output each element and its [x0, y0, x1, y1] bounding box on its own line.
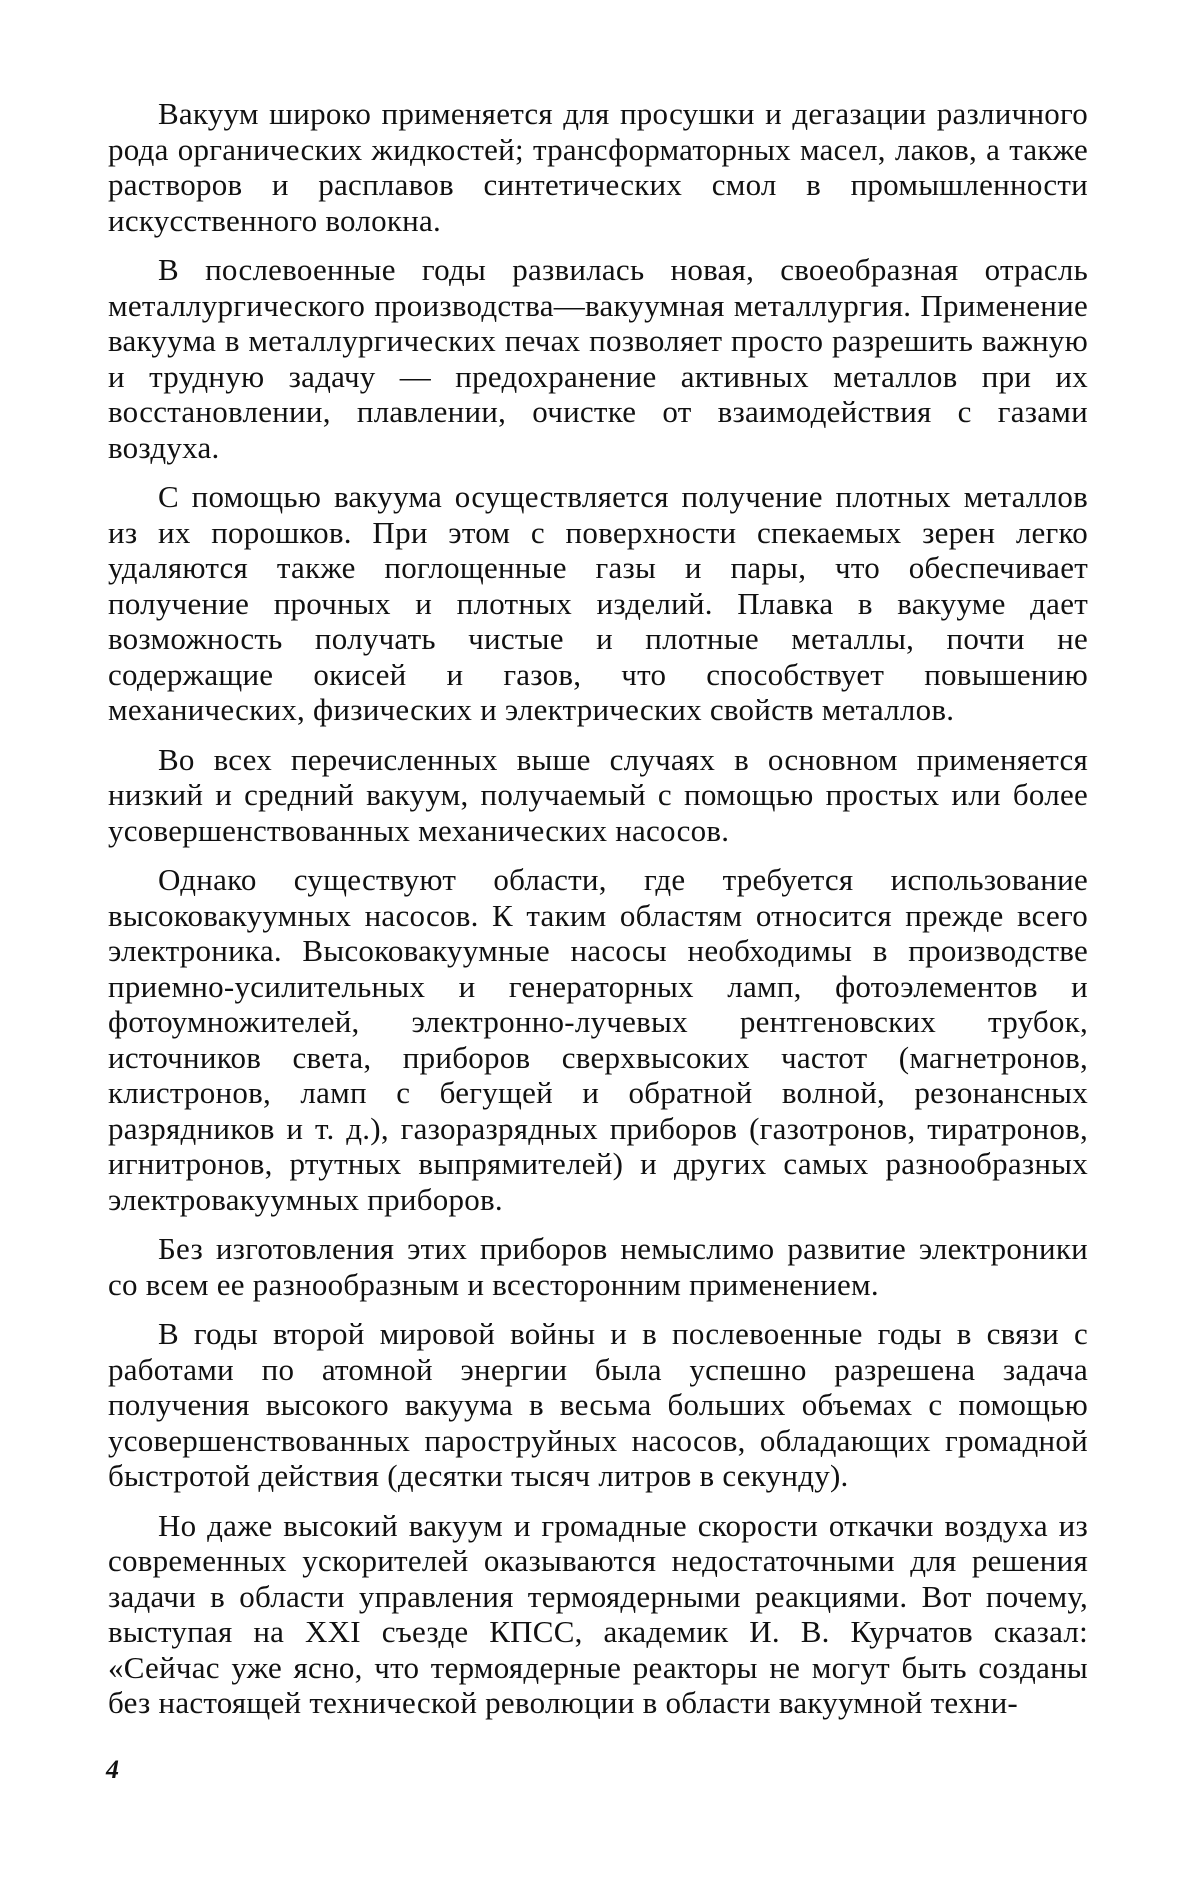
paragraph-1: Вакуум широко применяется для просушки и дегазации различного рода органических жидкостей; трансформаторных масел, лаков, а также растворов и расплавов синтетических смол в промышленности искусственного волокна.: [108, 96, 1088, 238]
paragraph-5: Однако существуют области, где требуется использование высоковакуумных насосов. К таким областям относится прежде всего электроника. Высоковакуумные насосы необходимы в производстве приемно-усилительных и генераторных ламп, фотоэлементов и фотоумножителей, электронно-лучевых рентгеновских трубок, источников света, приборов сверхвысоких частот (магнетронов, клистронов, ламп с бегущей и обратной волной, резонансных разрядников и т. д.), газоразрядных приборов (газотронов, тиратронов, игнитронов, ртутных выпрямителей) и других самых разнообразных электровакуумных приборов.: [108, 862, 1088, 1217]
page-body: [108, 96, 1088, 1735]
paragraph-2: В послевоенные годы развилась новая, своеобразная отрасль металлургического производства—вакуумная металлургия. Применение вакуума в металлургических печах позволяет просто разрешить важную и трудную задачу — предохранение активных металлов при их восстановлении, плавлении, очистке от взаимодействия с газами воздуха.: [108, 252, 1088, 465]
paragraph-6: Без изготовления этих приборов немыслимо развитие электроники со всем ее разнообразным и всесторонним применением.: [108, 1231, 1088, 1302]
paragraph-4: Во всех перечисленных выше случаях в основном применяется низкий и средний вакуум, получаемый с помощью простых или более усовершенствованных механических насосов.: [108, 742, 1088, 849]
paragraph-3: С помощью вакуума осуществляется получение плотных металлов из их порошков. При этом с поверхности спекаемых зерен легко удаляются также поглощенные газы и пары, что обеспечивает получение прочных и плотных изделий. Плавка в вакууме дает возможность получать чистые и плотные металлы, почти не содержащие окисей и газов, что способствует повышению механических, физических и электрических свойств металлов.: [108, 479, 1088, 728]
page-number: 4: [106, 1755, 119, 1785]
paragraph-7: В годы второй мировой войны и в послевоенные годы в связи с работами по атомной энергии была успешно разрешена задача получения высокого вакуума в весьма больших объемах с помощью усовершенствованных пароструйных насосов, обладающих громадной быстротой действия (десятки тысяч литров в секунду).: [108, 1316, 1088, 1494]
paragraph-8: Но даже высокий вакуум и громадные скорости откачки воздуха из современных ускорителей оказываются недостаточными для решения задачи в области управления термоядерными реакциями. Вот почему, выступая на XXI съезде КПСС, академик И. В. Курчатов сказал: «Сейчас уже ясно, что термоядерные реакторы не могут быть созданы без настоящей технической революции в области вакуумной техни-: [108, 1508, 1088, 1721]
